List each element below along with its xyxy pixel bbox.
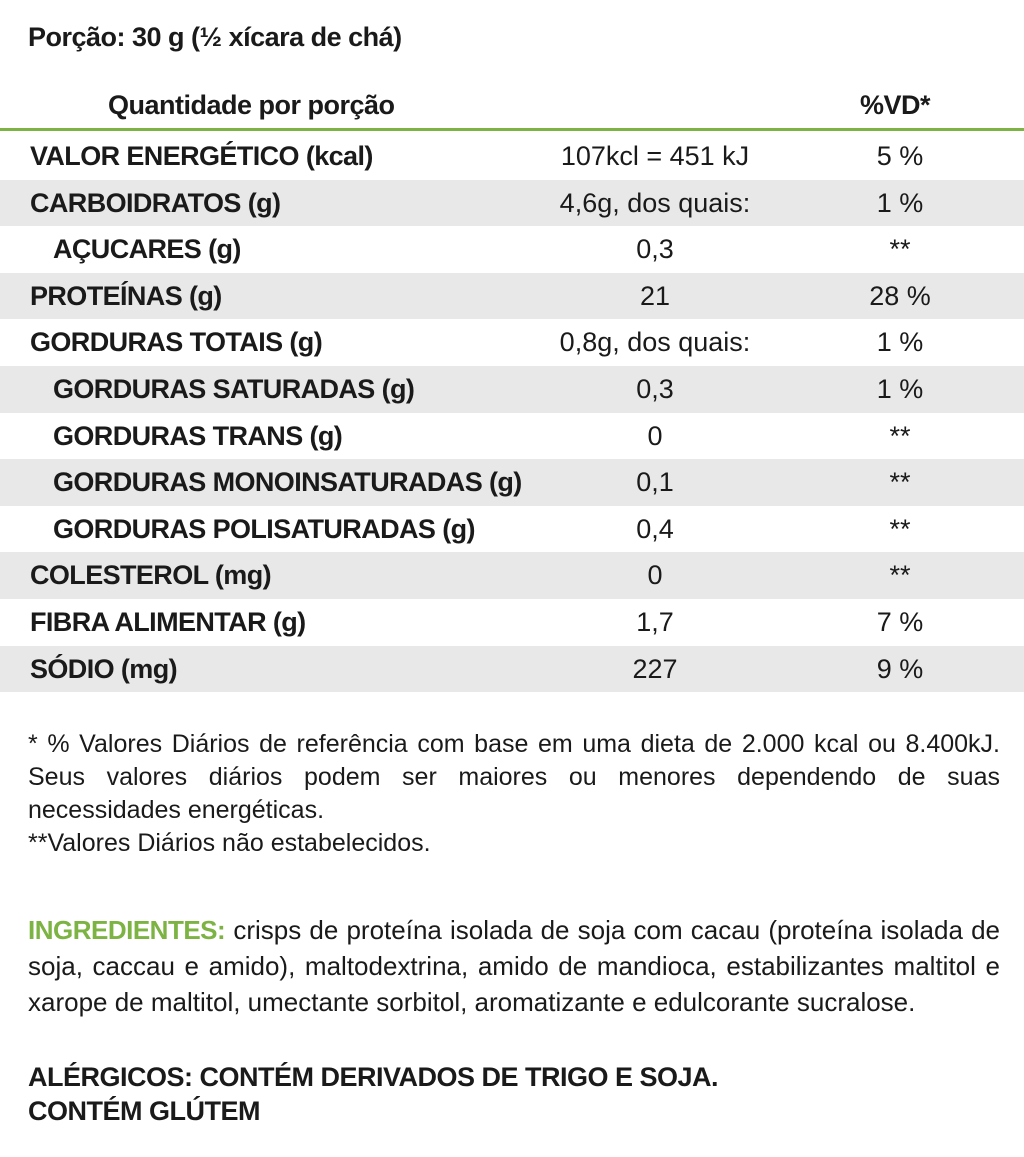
nutrient-amount: 0: [647, 420, 663, 451]
nutrient-amount: 4,6g, dos quais:: [559, 187, 751, 218]
nutrient-amount: 0,1: [636, 467, 674, 498]
nutrient-amount: 227: [632, 653, 678, 684]
nutrient-vd: **: [889, 513, 911, 544]
nutrient-name: CARBOIDRATOS (g): [30, 187, 281, 218]
quantity-header: Quantidade por porção: [108, 90, 395, 120]
footnotes: [28, 728, 1000, 860]
nutrient-name: PROTEÍNAS (g): [30, 280, 222, 311]
table-row: [0, 366, 1024, 413]
nutrient-vd: **: [889, 467, 911, 498]
footnote-daily-values: * % Valores Diários de referência com base em uma dieta de 2.000 kcal ou 8.400kJ. Seus valores diários podem ser maiores ou menores dependendo de suas necessidades energéticas.: [28, 730, 1000, 824]
table-row: [0, 226, 1024, 273]
nutrient-name: COLESTEROL (mg): [30, 560, 272, 591]
nutrient-name: GORDURAS MONOINSATURADAS (g): [53, 467, 522, 498]
table-row: [0, 319, 1024, 366]
nutrient-amount: 0,4: [636, 513, 674, 544]
nutrient-amount: 0: [647, 560, 663, 591]
nutrition-table: [0, 133, 1024, 692]
table-row: [0, 552, 1024, 599]
table-row: [0, 180, 1024, 227]
gluten-warning: CONTÉM GLÚTEM: [28, 1096, 260, 1126]
ingredients-label: INGREDIENTES:: [28, 915, 226, 945]
nutrient-amount: 0,8g, dos quais:: [559, 327, 751, 358]
vd-header: %VD*: [859, 90, 931, 120]
nutrient-vd: 1 %: [876, 373, 924, 404]
nutrient-amount: 107kcl = 451 kJ: [560, 141, 750, 171]
nutrient-vd: 5 %: [876, 141, 924, 171]
table-row: [0, 413, 1024, 460]
nutrient-vd: 1 %: [876, 327, 924, 358]
nutrient-amount: 1,7: [636, 606, 674, 637]
nutrient-vd: **: [889, 420, 911, 451]
nutrient-vd: 1 %: [876, 187, 924, 218]
nutrient-vd: 9 %: [876, 653, 924, 684]
nutrient-amount: 21: [639, 280, 671, 311]
nutrient-vd: **: [889, 560, 911, 591]
table-row: [0, 273, 1024, 320]
nutrient-amount: 0,3: [636, 373, 674, 404]
table-row: [0, 133, 1024, 180]
portion-size: Porção: 30 g (½ xícara de chá): [28, 22, 402, 52]
nutrient-vd: 28 %: [869, 280, 931, 311]
table-row: [0, 646, 1024, 693]
nutrient-name: GORDURAS TOTAIS (g): [30, 327, 323, 358]
table-row: [0, 459, 1024, 506]
nutrient-amount: 0,3: [636, 234, 674, 265]
nutrient-name: FIBRA ALIMENTAR (g): [30, 606, 306, 637]
allergens-warning: ALÉRGICOS: CONTÉM DERIVADOS DE TRIGO E SOJA.: [28, 1062, 719, 1092]
nutrient-vd: **: [889, 234, 911, 265]
table-row: [0, 506, 1024, 553]
nutrient-vd: 7 %: [876, 606, 924, 637]
ingredients-text: crisps de proteína isolada de soja com cacau (proteína isolada de soja, caccau e amido), maltodextrina, amido de mandioca, estabilizantes maltitol e xarope de maltitol, umectante sorbitol, aromatizante e edulcorante sucralose.: [28, 915, 1000, 1017]
ingredients-paragraph: [28, 912, 1000, 1020]
table-row: [0, 599, 1024, 646]
nutrient-name: GORDURAS TRANS (g): [53, 420, 343, 451]
nutrient-name: VALOR ENERGÉTICO (kcal): [30, 141, 373, 171]
table-header: [0, 86, 1024, 131]
nutrient-name: AÇUCARES (g): [53, 234, 241, 265]
nutrient-name: GORDURAS POLISATURADAS (g): [53, 513, 475, 544]
nutrient-name: SÓDIO (mg): [30, 653, 177, 684]
nutrient-name: GORDURAS SATURADAS (g): [53, 373, 415, 404]
footnote-not-established: **Valores Diários não estabelecidos.: [28, 829, 431, 857]
